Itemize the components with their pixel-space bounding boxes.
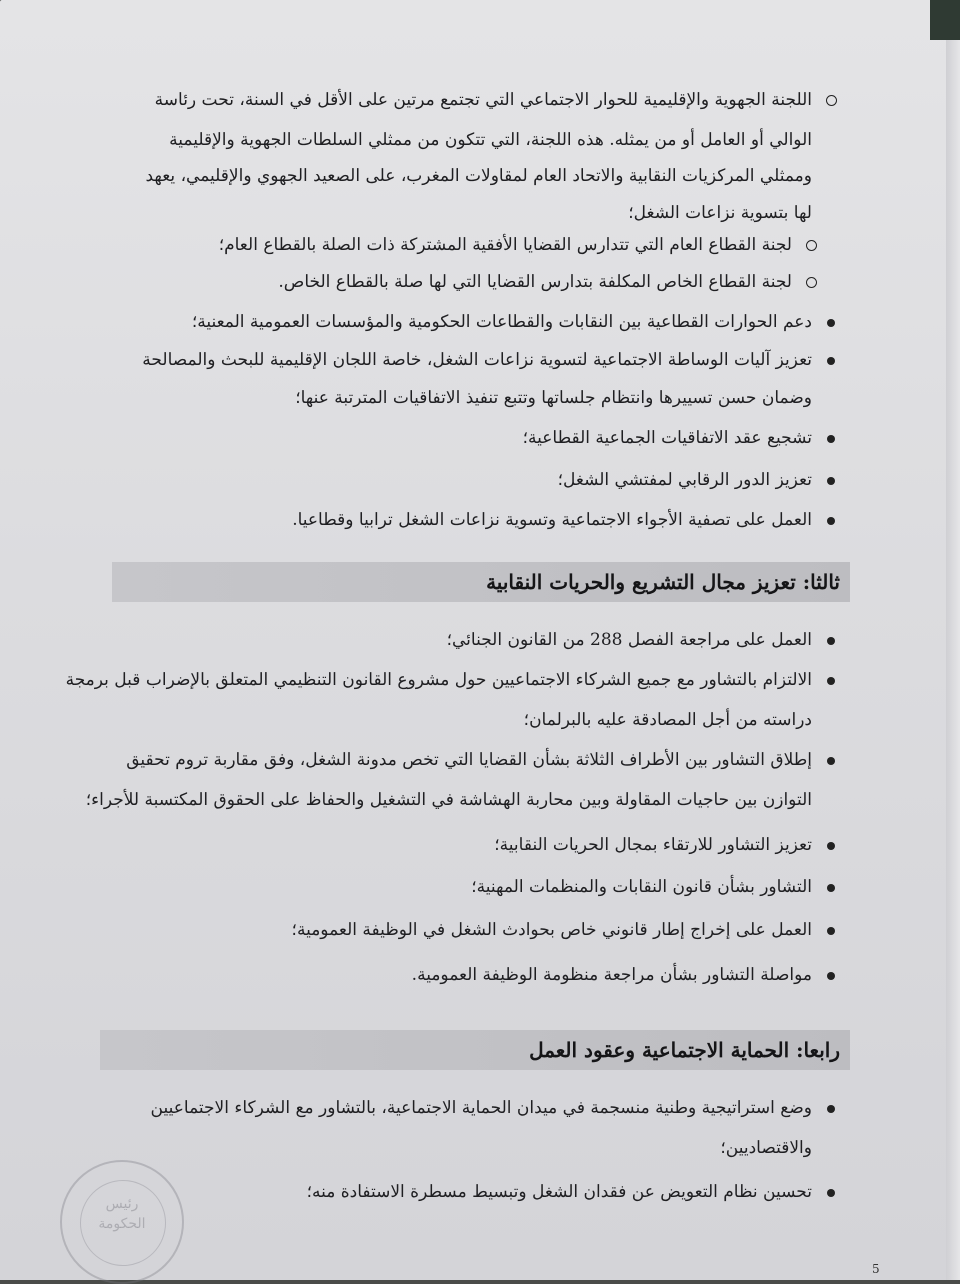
paragraph-line: وممثلي المركزيات النقابية والاتحاد العام لمقاولات المغرب، على الصعيد الجهوي والإقليمي، يعهد xyxy=(145,166,812,186)
list-item: دعم الحوارات القطاعية بين النقابات والقطاعات الحكومية والمؤسسات العمومية المعنية؛ xyxy=(192,312,840,332)
list-item: العمل على مراجعة الفصل 288 من القانون الجنائي؛ xyxy=(447,630,840,650)
paragraph-line: لها بتسوية نزاعات الشغل؛ xyxy=(628,203,812,223)
bullet-icon xyxy=(822,877,840,897)
official-stamp xyxy=(60,1160,184,1284)
circle-bullet-icon xyxy=(802,235,820,255)
bullet-icon xyxy=(822,750,840,770)
page-number: 5 xyxy=(872,1262,880,1276)
list-item: العمل على تصفية الأجواء الاجتماعية وتسوية نزاعات الشغل ترابيا وقطاعيا. xyxy=(292,510,840,530)
list-item: تحسين نظام التعويض عن فقدان الشغل وتبسيط مسطرة الاستفادة منه؛ xyxy=(307,1182,840,1202)
list-item: الالتزام بالتشاور مع جميع الشركاء الاجتماعيين حول مشروع القانون التنظيمي المتعلق بالإضراب قبل برمجة xyxy=(66,670,840,690)
bullet-icon xyxy=(822,920,840,940)
circle-bullet-icon xyxy=(822,90,840,110)
sub-list-item: لجنة القطاع العام التي تتدارس القضايا الأفقية المشتركة ذات الصلة بالقطاع العام؛ xyxy=(219,235,820,255)
bullet-icon xyxy=(822,350,840,370)
list-item: تعزيز آليات الوساطة الاجتماعية لتسوية نزاعات الشغل، خاصة اللجان الإقليمية للبحث والمصالحة xyxy=(142,350,840,370)
bullet-icon xyxy=(822,1182,840,1202)
list-item: العمل على إخراج إطار قانوني خاص بحوادث الشغل في الوظيفة العمومية؛ xyxy=(292,920,840,940)
stamp-text: الحكومة xyxy=(98,1216,146,1232)
bullet-icon xyxy=(822,510,840,530)
circle-bullet-icon xyxy=(802,272,820,292)
section-heading: ثالثا: تعزيز مجال التشريع والحريات النقابية xyxy=(486,570,840,594)
section-heading: رابعا: الحماية الاجتماعية وعقود العمل xyxy=(529,1038,840,1062)
list-item: وضع استراتيجية وطنية منسجمة في ميدان الحماية الاجتماعية، بالتشاور مع الشركاء الاجتماعيين xyxy=(151,1098,840,1118)
paragraph-line: وضمان حسن تسييرها وانتظام جلساتها وتتبع تنفيذ الاتفاقيات المترتبة عنها؛ xyxy=(295,388,812,408)
bullet-icon xyxy=(822,835,840,855)
list-item: إطلاق التشاور بين الأطراف الثلاثة بشأن القضايا التي تخص مدونة الشغل، وفق مقاربة تروم تحقيق xyxy=(126,750,840,770)
bullet-icon xyxy=(822,670,840,690)
bullet-icon xyxy=(822,630,840,650)
list-item: تشجيع عقد الاتفاقيات الجماعية القطاعية؛ xyxy=(523,428,840,448)
paragraph-line: دراسته من أجل المصادقة عليه بالبرلمان؛ xyxy=(523,710,812,730)
bullet-icon xyxy=(822,312,840,332)
list-item: تعزيز الدور الرقابي لمفتشي الشغل؛ xyxy=(558,470,840,490)
bullet-icon xyxy=(822,965,840,985)
bullet-icon xyxy=(822,1098,840,1118)
paragraph-line: والاقتصاديين؛ xyxy=(720,1138,812,1158)
bullet-icon xyxy=(822,428,840,448)
stamp-text: رئيس xyxy=(105,1196,139,1212)
paragraph-line: اللجنة الجهوية والإقليمية للحوار الاجتماعي التي تجتمع مرتين على الأقل في السنة، تحت رئاسة xyxy=(155,90,840,110)
list-item: التشاور بشأن قانون النقابات والمنظمات المهنية؛ xyxy=(471,877,840,897)
paragraph-line: التوازن بين حاجيات المقاولة وبين محاربة الهشاشة في التشغيل والحفاظ على الحقوق المكتسبة للأجراء؛ xyxy=(85,790,812,810)
paragraph-line: الوالي أو العامل أو من يمثله. هذه اللجنة، التي تتكون من ممثلي السلطات الجهوية والإقليمية xyxy=(169,130,812,150)
list-item: مواصلة التشاور بشأن مراجعة منظومة الوظيفة العمومية. xyxy=(412,965,840,985)
bullet-icon xyxy=(822,470,840,490)
page-edge xyxy=(946,0,960,1280)
list-item: تعزيز التشاور للارتقاء بمجال الحريات النقابية؛ xyxy=(494,835,840,855)
binder-corner xyxy=(930,0,960,40)
sub-list-item: لجنة القطاع الخاص المكلفة بتدارس القضايا التي لها صلة بالقطاع الخاص. xyxy=(278,272,820,292)
